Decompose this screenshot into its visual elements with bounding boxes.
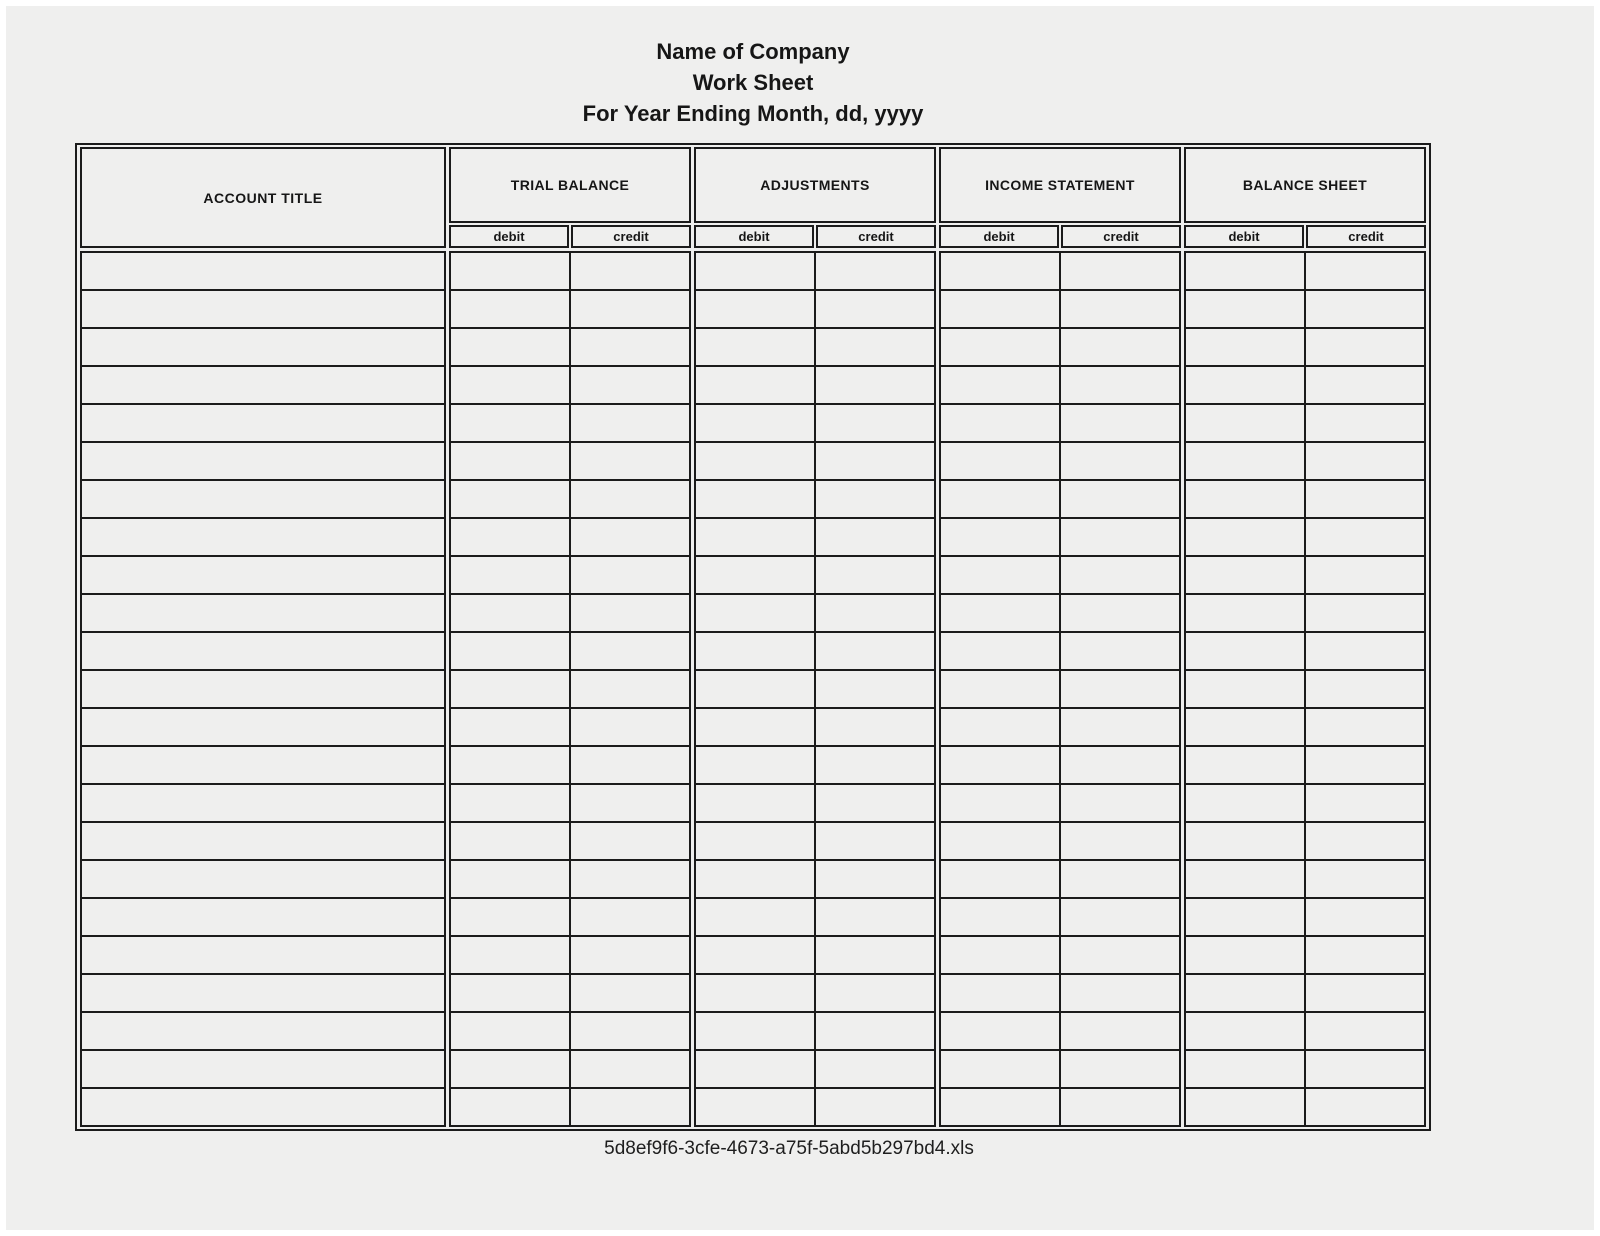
empty-cell bbox=[1186, 405, 1304, 441]
income-statement-body-columns bbox=[939, 251, 1181, 1127]
empty-cell bbox=[1186, 747, 1304, 783]
trial-balance-debit-header: debit bbox=[449, 225, 569, 248]
empty-cell bbox=[451, 329, 569, 365]
empty-cell bbox=[816, 1051, 934, 1087]
empty-cell bbox=[696, 975, 814, 1011]
account-title-header-cell: ACCOUNT TITLE bbox=[80, 147, 446, 248]
empty-cell bbox=[82, 519, 444, 555]
empty-cell bbox=[1061, 1013, 1179, 1049]
empty-cell bbox=[82, 709, 444, 745]
balance-sheet-body-columns bbox=[1184, 251, 1426, 1127]
empty-cell bbox=[941, 899, 1059, 935]
empty-cell bbox=[1306, 899, 1424, 935]
empty-cell bbox=[571, 633, 689, 669]
empty-cell bbox=[941, 367, 1059, 403]
empty-cell bbox=[696, 899, 814, 935]
empty-cell bbox=[696, 1089, 814, 1125]
empty-cell bbox=[816, 671, 934, 707]
empty-cell bbox=[1186, 329, 1304, 365]
trial-balance-header-cell: TRIAL BALANCE bbox=[449, 147, 691, 223]
empty-cell bbox=[82, 899, 444, 935]
empty-cell bbox=[571, 519, 689, 555]
table-body bbox=[80, 251, 1426, 1127]
empty-cell bbox=[1306, 937, 1424, 973]
empty-cell bbox=[696, 747, 814, 783]
empty-cell bbox=[1306, 975, 1424, 1011]
empty-cell bbox=[941, 937, 1059, 973]
empty-cell bbox=[451, 557, 569, 593]
empty-cell bbox=[816, 253, 934, 289]
empty-cell bbox=[1186, 937, 1304, 973]
empty-cell bbox=[696, 823, 814, 859]
worksheet-title: Work Sheet bbox=[692, 70, 814, 95]
empty-cell bbox=[82, 937, 444, 973]
empty-cell bbox=[941, 1051, 1059, 1087]
adjustments-debit-header: debit bbox=[694, 225, 814, 248]
empty-cell bbox=[1061, 291, 1179, 327]
empty-cell bbox=[941, 823, 1059, 859]
empty-cell bbox=[82, 1051, 444, 1087]
empty-cell bbox=[451, 937, 569, 973]
income-statement-subheader bbox=[939, 225, 1181, 248]
empty-cell bbox=[816, 899, 934, 935]
empty-cell bbox=[941, 1013, 1059, 1049]
empty-cell bbox=[1306, 1051, 1424, 1087]
empty-cell bbox=[941, 785, 1059, 821]
empty-cell bbox=[451, 481, 569, 517]
empty-cell bbox=[82, 405, 444, 441]
empty-cell bbox=[696, 937, 814, 973]
empty-cell bbox=[1061, 709, 1179, 745]
empty-cell bbox=[571, 1051, 689, 1087]
empty-cell bbox=[1061, 747, 1179, 783]
adjustments-credit-header: credit bbox=[816, 225, 936, 248]
empty-cell bbox=[696, 329, 814, 365]
empty-cell bbox=[451, 709, 569, 745]
empty-cell bbox=[571, 975, 689, 1011]
empty-cell bbox=[1306, 1089, 1424, 1125]
empty-cell bbox=[1186, 595, 1304, 631]
empty-cell bbox=[451, 785, 569, 821]
income-statement-debit-header: debit bbox=[939, 225, 1059, 248]
empty-cell bbox=[82, 291, 444, 327]
empty-cell bbox=[1061, 975, 1179, 1011]
empty-cell bbox=[571, 861, 689, 897]
empty-cell bbox=[816, 937, 934, 973]
empty-cell bbox=[816, 291, 934, 327]
empty-cell bbox=[1186, 785, 1304, 821]
worksheet-page bbox=[6, 6, 1594, 1230]
empty-cell bbox=[1306, 481, 1424, 517]
empty-cell bbox=[82, 595, 444, 631]
empty-cell bbox=[571, 557, 689, 593]
empty-cell bbox=[82, 253, 444, 289]
empty-cell bbox=[82, 443, 444, 479]
empty-cell bbox=[1186, 633, 1304, 669]
empty-cell bbox=[816, 481, 934, 517]
empty-cell bbox=[451, 595, 569, 631]
empty-cell bbox=[816, 861, 934, 897]
empty-cell bbox=[1061, 557, 1179, 593]
empty-cell bbox=[1306, 709, 1424, 745]
empty-cell bbox=[941, 633, 1059, 669]
empty-cell bbox=[1186, 481, 1304, 517]
empty-cell bbox=[1186, 709, 1304, 745]
balance-sheet-debit-header: debit bbox=[1184, 225, 1304, 248]
empty-cell bbox=[816, 557, 934, 593]
empty-cell bbox=[1061, 633, 1179, 669]
empty-cell bbox=[696, 595, 814, 631]
balance-sheet-group bbox=[1184, 147, 1426, 248]
empty-cell bbox=[82, 747, 444, 783]
empty-cell bbox=[816, 595, 934, 631]
empty-cell bbox=[941, 329, 1059, 365]
empty-cell bbox=[696, 291, 814, 327]
empty-cell bbox=[816, 633, 934, 669]
empty-cell bbox=[571, 595, 689, 631]
empty-cell bbox=[451, 1013, 569, 1049]
empty-cell bbox=[571, 937, 689, 973]
trial-balance-credit-header: credit bbox=[571, 225, 691, 248]
balance-sheet-subheader bbox=[1184, 225, 1426, 248]
empty-cell bbox=[816, 519, 934, 555]
empty-cell bbox=[571, 329, 689, 365]
empty-cell bbox=[696, 633, 814, 669]
empty-cell bbox=[571, 899, 689, 935]
balance-sheet-credit-header: credit bbox=[1306, 225, 1426, 248]
empty-cell bbox=[1061, 367, 1179, 403]
empty-cell bbox=[816, 1013, 934, 1049]
empty-cell bbox=[1186, 253, 1304, 289]
empty-cell bbox=[941, 595, 1059, 631]
empty-cell bbox=[1061, 329, 1179, 365]
empty-cell bbox=[1186, 823, 1304, 859]
empty-cell bbox=[1061, 671, 1179, 707]
empty-cell bbox=[941, 291, 1059, 327]
empty-cell bbox=[1186, 291, 1304, 327]
empty-cell bbox=[571, 671, 689, 707]
empty-cell bbox=[1061, 861, 1179, 897]
trial-balance-group bbox=[449, 147, 691, 248]
empty-cell bbox=[82, 1089, 444, 1125]
empty-cell bbox=[571, 291, 689, 327]
empty-cell bbox=[571, 1089, 689, 1125]
empty-cell bbox=[451, 1051, 569, 1087]
empty-cell bbox=[1061, 937, 1179, 973]
empty-cell bbox=[816, 367, 934, 403]
empty-cell bbox=[82, 633, 444, 669]
empty-cell bbox=[1186, 1051, 1304, 1087]
empty-cell bbox=[82, 861, 444, 897]
empty-cell bbox=[816, 747, 934, 783]
empty-cell bbox=[1186, 519, 1304, 555]
worksheet-table bbox=[75, 143, 1431, 1131]
empty-cell bbox=[451, 519, 569, 555]
empty-cell bbox=[941, 747, 1059, 783]
empty-cell bbox=[816, 443, 934, 479]
empty-cell bbox=[451, 1089, 569, 1125]
empty-cell bbox=[1306, 367, 1424, 403]
empty-cell bbox=[696, 443, 814, 479]
adjustments-subheader bbox=[694, 225, 936, 248]
empty-cell bbox=[1061, 1051, 1179, 1087]
empty-cell bbox=[1186, 443, 1304, 479]
empty-cell bbox=[1186, 557, 1304, 593]
empty-cell bbox=[1306, 1013, 1424, 1049]
empty-cell bbox=[696, 861, 814, 897]
empty-cell bbox=[1061, 481, 1179, 517]
empty-cell bbox=[571, 785, 689, 821]
table-header bbox=[80, 147, 1426, 248]
income-statement-group bbox=[939, 147, 1181, 248]
empty-cell bbox=[696, 481, 814, 517]
empty-cell bbox=[1306, 291, 1424, 327]
adjustments-header-cell: ADJUSTMENTS bbox=[694, 147, 936, 223]
income-statement-header-cell: INCOME STATEMENT bbox=[939, 147, 1181, 223]
empty-cell bbox=[1186, 975, 1304, 1011]
empty-cell bbox=[941, 861, 1059, 897]
income-statement-credit-header: credit bbox=[1061, 225, 1181, 248]
balance-sheet-header-cell: BALANCE SHEET bbox=[1184, 147, 1426, 223]
empty-cell bbox=[1306, 747, 1424, 783]
empty-cell bbox=[1061, 595, 1179, 631]
empty-cell bbox=[1306, 519, 1424, 555]
empty-cell bbox=[1061, 785, 1179, 821]
empty-cell bbox=[696, 709, 814, 745]
empty-cell bbox=[571, 747, 689, 783]
empty-cell bbox=[571, 823, 689, 859]
empty-cell bbox=[941, 709, 1059, 745]
empty-cell bbox=[696, 557, 814, 593]
empty-cell bbox=[696, 671, 814, 707]
empty-cell bbox=[696, 367, 814, 403]
empty-cell bbox=[941, 519, 1059, 555]
empty-cell bbox=[1061, 823, 1179, 859]
empty-cell bbox=[82, 671, 444, 707]
adjustments-group bbox=[694, 147, 936, 248]
empty-cell bbox=[1186, 671, 1304, 707]
empty-cell bbox=[451, 443, 569, 479]
empty-cell bbox=[82, 785, 444, 821]
empty-cell bbox=[941, 253, 1059, 289]
filename-footer: 5d8ef9f6-3cfe-4673-a75f-5abd5b297bd4.xls bbox=[604, 1138, 974, 1159]
empty-cell bbox=[451, 823, 569, 859]
empty-cell bbox=[1306, 671, 1424, 707]
empty-cell bbox=[696, 253, 814, 289]
company-name-title: Name of Company bbox=[656, 39, 850, 64]
empty-cell bbox=[1306, 785, 1424, 821]
empty-cell bbox=[696, 785, 814, 821]
empty-cell bbox=[1306, 823, 1424, 859]
title-block bbox=[75, 36, 1431, 129]
empty-cell bbox=[1061, 899, 1179, 935]
empty-cell bbox=[1306, 253, 1424, 289]
empty-cell bbox=[1306, 633, 1424, 669]
empty-cell bbox=[816, 975, 934, 1011]
adjustments-body-columns bbox=[694, 251, 936, 1127]
empty-cell bbox=[1306, 329, 1424, 365]
empty-cell bbox=[941, 975, 1059, 1011]
empty-cell bbox=[451, 633, 569, 669]
empty-cell bbox=[941, 557, 1059, 593]
empty-cell bbox=[1186, 861, 1304, 897]
empty-cell bbox=[816, 405, 934, 441]
empty-cell bbox=[1061, 519, 1179, 555]
empty-cell bbox=[82, 557, 444, 593]
empty-cell bbox=[816, 329, 934, 365]
empty-cell bbox=[1186, 367, 1304, 403]
empty-cell bbox=[816, 823, 934, 859]
empty-cell bbox=[82, 367, 444, 403]
empty-cell bbox=[696, 519, 814, 555]
empty-cell bbox=[451, 861, 569, 897]
empty-cell bbox=[941, 405, 1059, 441]
empty-cell bbox=[82, 823, 444, 859]
empty-cell bbox=[1061, 253, 1179, 289]
empty-cell bbox=[816, 709, 934, 745]
empty-cell bbox=[696, 405, 814, 441]
empty-cell bbox=[941, 1089, 1059, 1125]
empty-cell bbox=[571, 367, 689, 403]
empty-cell bbox=[82, 329, 444, 365]
empty-cell bbox=[82, 1013, 444, 1049]
empty-cell bbox=[451, 367, 569, 403]
empty-cell bbox=[1061, 1089, 1179, 1125]
empty-cell bbox=[1186, 1013, 1304, 1049]
empty-cell bbox=[571, 709, 689, 745]
empty-cell bbox=[1186, 899, 1304, 935]
empty-cell bbox=[451, 405, 569, 441]
empty-cell bbox=[451, 975, 569, 1011]
empty-cell bbox=[696, 1013, 814, 1049]
period-title: For Year Ending Month, dd, yyyy bbox=[582, 101, 924, 126]
empty-cell bbox=[571, 253, 689, 289]
empty-cell bbox=[1061, 405, 1179, 441]
empty-cell bbox=[1061, 443, 1179, 479]
empty-cell bbox=[571, 443, 689, 479]
empty-cell bbox=[1306, 405, 1424, 441]
empty-cell bbox=[696, 1051, 814, 1087]
empty-cell bbox=[941, 671, 1059, 707]
empty-cell bbox=[571, 1013, 689, 1049]
empty-cell bbox=[1306, 557, 1424, 593]
empty-cell bbox=[941, 443, 1059, 479]
empty-cell bbox=[82, 975, 444, 1011]
empty-cell bbox=[451, 899, 569, 935]
empty-cell bbox=[816, 1089, 934, 1125]
empty-cell bbox=[451, 747, 569, 783]
empty-cell bbox=[1186, 1089, 1304, 1125]
empty-cell bbox=[571, 405, 689, 441]
empty-cell bbox=[451, 671, 569, 707]
empty-cell bbox=[82, 481, 444, 517]
empty-cell bbox=[451, 291, 569, 327]
empty-cell bbox=[816, 785, 934, 821]
empty-cell bbox=[451, 253, 569, 289]
empty-cell bbox=[571, 481, 689, 517]
empty-cell bbox=[1306, 595, 1424, 631]
trial-balance-subheader bbox=[449, 225, 691, 248]
trial-balance-body-columns bbox=[449, 251, 691, 1127]
account-title-column bbox=[80, 251, 446, 1127]
empty-cell bbox=[1306, 861, 1424, 897]
empty-cell bbox=[941, 481, 1059, 517]
empty-cell bbox=[1306, 443, 1424, 479]
